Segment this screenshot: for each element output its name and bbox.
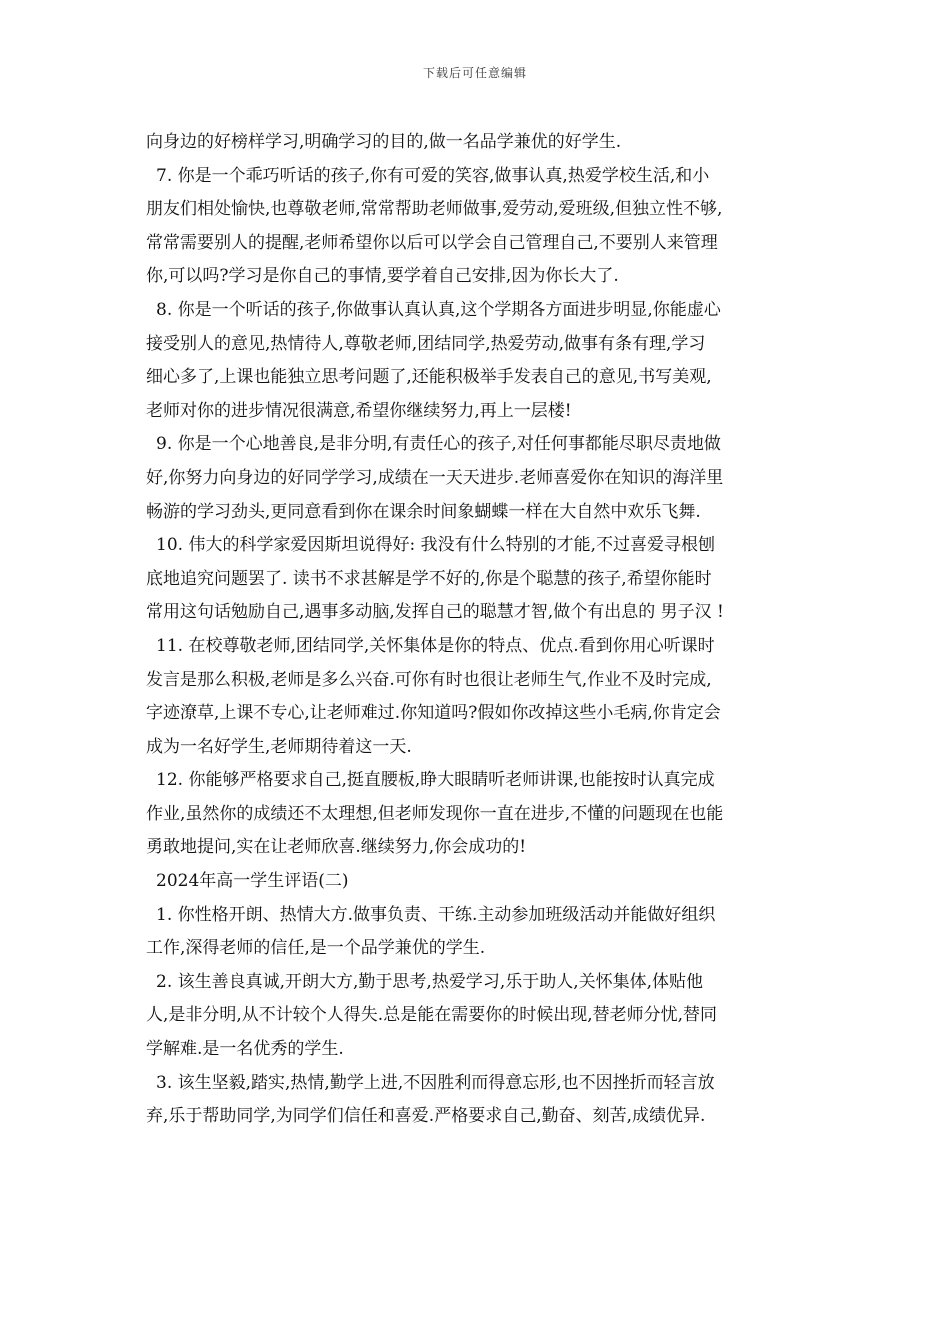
paragraph-start-line: 7. 你是一个乖巧听话的孩子,你有可爱的笑容,做事认真,热爱学校生活,和小 [156,165,710,186]
text-line: 好,你努力向身边的好同学学习,成绩在一天天进步.老师喜爱你在知识的海洋里 [146,467,724,488]
paragraph-start-line: 10. 伟大的科学家爱因斯坦说得好: 我没有什么特别的才能,不过喜爱寻根刨 [156,535,715,556]
text-line: 学解难.是一名优秀的学生. [146,1039,344,1060]
paragraph-start-line: 3. 该生坚毅,踏实,热情,勤学上进,不因胜利而得意忘形,也不因挫折而轻言放 [156,1072,715,1093]
text-line: 作业,虽然你的成绩还不太理想,但老师发现你一直在进步,不懂的问题现在也能 [146,803,724,824]
text-line: 字迹潦草,上课不专心,让老师难过.你知道吗?假如你改掉这些小毛病,你肯定会 [146,703,721,724]
text-line: 弃,乐于帮助同学,为同学们信任和喜爱.严格要求自己,勤奋、刻苦,成绩优异. [146,1106,706,1127]
paragraph-start-line: 9. 你是一个心地善良,是非分明,有责任心的孩子,对任何事都能尽职尽责地做 [156,434,721,455]
text-line: 细心多了,上课也能独立思考问题了,还能积极举手发表自己的意见,书写美观, [146,367,712,388]
text-line: 接受别人的意见,热情待人,尊敬老师,团结同学,热爱劳动,做事有条有理,学习 [146,333,706,354]
text-line: 向身边的好榜样学习,明确学习的目的,做一名品学兼优的好学生. [146,132,622,152]
paragraph-start-line: 2024年高一学生评语(二) [156,871,349,892]
paragraph-start-line: 1. 你性格开朗、热情大方.做事负责、干练.主动参加班级活动并能做好组织 [156,904,716,925]
text-line: 你,可以吗?学习是你自己的事情,要学着自己安排,因为你长大了. [146,266,619,287]
document-body [146,126,818,1134]
paragraph-start-line: 8. 你是一个听话的孩子,你做事认真认真,这个学期各方面进步明显,你能虚心 [156,299,721,320]
text-line: 畅游的学习劲头,更同意看到你在课余时间象蝴蝶一样在大自然中欢乐飞舞. [146,501,701,522]
text-line: 底地追究问题罢了. 读书不求甚解是学不好的,你是个聪慧的孩子,希望你能时 [146,568,712,589]
page-header: 下载后可任意编辑 [422,66,527,80]
text-line: 勇敢地提问,实在让老师欣喜.继续努力,你会成功的! [146,837,527,858]
paragraph-start-line: 2. 该生善良真诚,开朗大方,勤于思考,热爱学习,乐于助人,关怀集体,体贴他 [156,971,704,992]
text-line: 老师对你的进步情况很满意,希望你继续努力,再上一层楼! [146,400,572,421]
text-line: 工作,深得老师的信任,是一个品学兼优的学生. [146,938,486,959]
paragraph-start-line: 11. 在校尊敬老师,团结同学,关怀集体是你的特点、优点.看到你用心听课时 [156,635,715,656]
text-line: 发言是那么积极,老师是多么兴奋.可你有时也很让老师生气,作业不及时完成, [146,669,712,690]
text-line: 人,是非分明,从不计较个人得失.总是能在需要你的时候出现,替老师分忧,替同 [146,1005,718,1026]
paragraph-start-line: 12. 你能够严格要求自己,挺直腰板,睁大眼睛听老师讲课,也能按时认真完成 [156,770,715,791]
text-line: 常常需要别人的提醒,老师希望你以后可以学会自己管理自己,不要别人来管理 [146,232,718,253]
text-line: 朋友们相处愉快,也尊敬老师,常常帮助老师做事,爱劳动,爱班级,但独立性不够, [146,199,723,220]
text-line: 成为一名好学生,老师期待着这一天. [146,736,412,757]
text-line: 常用这句话勉励自己,遇事多动脑,发挥自己的聪慧才智,做个有出息的 男子汉 ! [146,602,724,623]
